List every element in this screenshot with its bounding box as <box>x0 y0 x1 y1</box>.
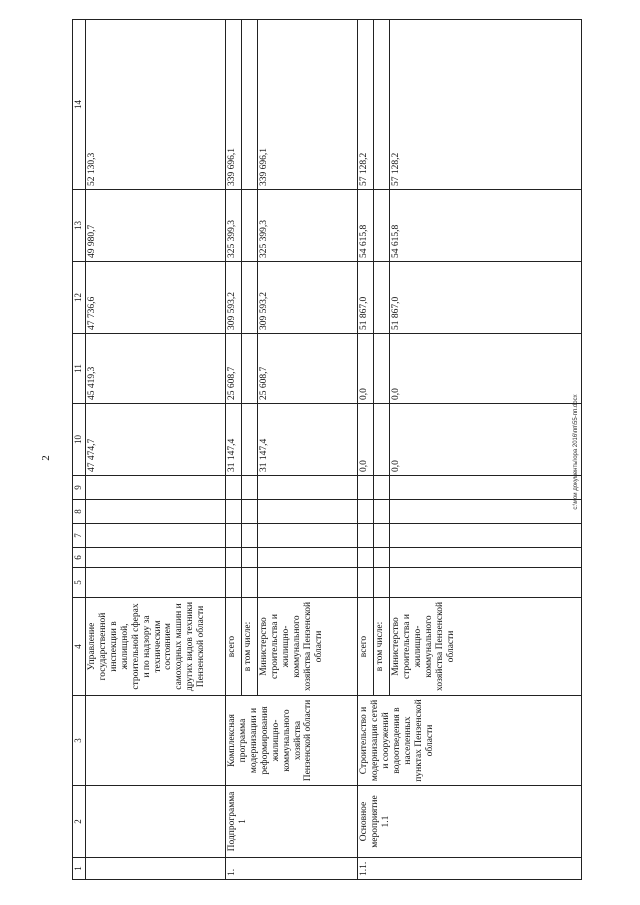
value-cell: 47 736,6 <box>86 262 226 334</box>
header-cell: 5 <box>73 568 86 598</box>
value-cell: 309 593,2 <box>258 262 358 334</box>
value-cell: 325 399,3 <box>226 190 242 262</box>
executor-cell: Министерство строительства и жилищно-коммунального хозяйства Пензенской области <box>258 598 358 696</box>
table-row <box>226 20 242 880</box>
value-cell: 51 867,0 <box>358 262 374 334</box>
program-name: Комплексная программа модернизации и реформирования жилищно-коммунального хозяйства Пензенской области <box>226 696 358 786</box>
value-cell: 57 128,2 <box>390 20 582 190</box>
value-cell: 25 608,7 <box>258 334 358 404</box>
page-number: 2 <box>40 455 52 461</box>
table-row <box>86 20 226 880</box>
header-cell: 7 <box>73 524 86 548</box>
header-cell: 10 <box>73 404 86 476</box>
header-cell: 2 <box>73 786 86 858</box>
executor-cell: всего <box>226 598 242 696</box>
budget-table-rotated <box>72 20 582 880</box>
executor-cell: Министерство строительства и жилищно-коммунального хозяйства Пензенской области <box>390 598 582 696</box>
header-row <box>73 20 86 880</box>
document-path-footer: c:\мои документы\ора 2016\пп\55-пп.docx <box>573 394 579 510</box>
header-cell: 1 <box>73 858 86 880</box>
value-cell: 52 130,3 <box>86 20 226 190</box>
header-cell: 12 <box>73 262 86 334</box>
value-cell: 0,0 <box>390 334 582 404</box>
value-cell: 0,0 <box>390 404 582 476</box>
value-cell: 339 696,1 <box>258 20 358 190</box>
header-cell: 8 <box>73 500 86 524</box>
program-name: Строительство и модернизация сетей и сооружений водоотведения в населенных пунктах Пензенской области <box>358 696 582 786</box>
row-number: 1. <box>226 858 358 880</box>
header-cell: 3 <box>73 696 86 786</box>
header-cell: 9 <box>73 476 86 500</box>
value-cell: 31 147,4 <box>226 404 242 476</box>
value-cell: 49 980,7 <box>86 190 226 262</box>
executor-cell: Управление государственной инспекции в жилищной, строительной сферах и по надзору за техническим состоянием самоходных машин и других видов техники Пензенской области <box>86 598 226 696</box>
budget-table-sheet <box>72 20 582 880</box>
value-cell: 57 128,2 <box>358 20 374 190</box>
value-cell: 45 419,3 <box>86 334 226 404</box>
value-cell: 309 593,2 <box>226 262 242 334</box>
value-cell: 0,0 <box>358 334 374 404</box>
value-cell: 25 608,7 <box>226 334 242 404</box>
header-cell: 13 <box>73 190 86 262</box>
value-cell: 54 615,8 <box>390 190 582 262</box>
executor-cell: всего <box>358 598 374 696</box>
value-cell: 325 399,3 <box>258 190 358 262</box>
value-cell: 0,0 <box>358 404 374 476</box>
executor-cell: в том числе: <box>374 598 390 696</box>
header-cell: 14 <box>73 20 86 190</box>
header-cell: 4 <box>73 598 86 696</box>
program-label: Основное мероприятие 1.1 <box>358 786 582 858</box>
program-label: Подпрограмма 1 <box>226 786 358 858</box>
executor-cell: в том числе: <box>242 598 258 696</box>
value-cell: 51 867,0 <box>390 262 582 334</box>
table-row <box>358 20 374 880</box>
value-cell: 339 696,1 <box>226 20 242 190</box>
value-cell: 54 615,8 <box>358 190 374 262</box>
value-cell: 47 474,7 <box>86 404 226 476</box>
row-number: 1.1. <box>358 858 582 880</box>
header-cell: 11 <box>73 334 86 404</box>
header-cell: 6 <box>73 548 86 568</box>
budget-table <box>72 19 582 880</box>
value-cell: 31 147,4 <box>258 404 358 476</box>
